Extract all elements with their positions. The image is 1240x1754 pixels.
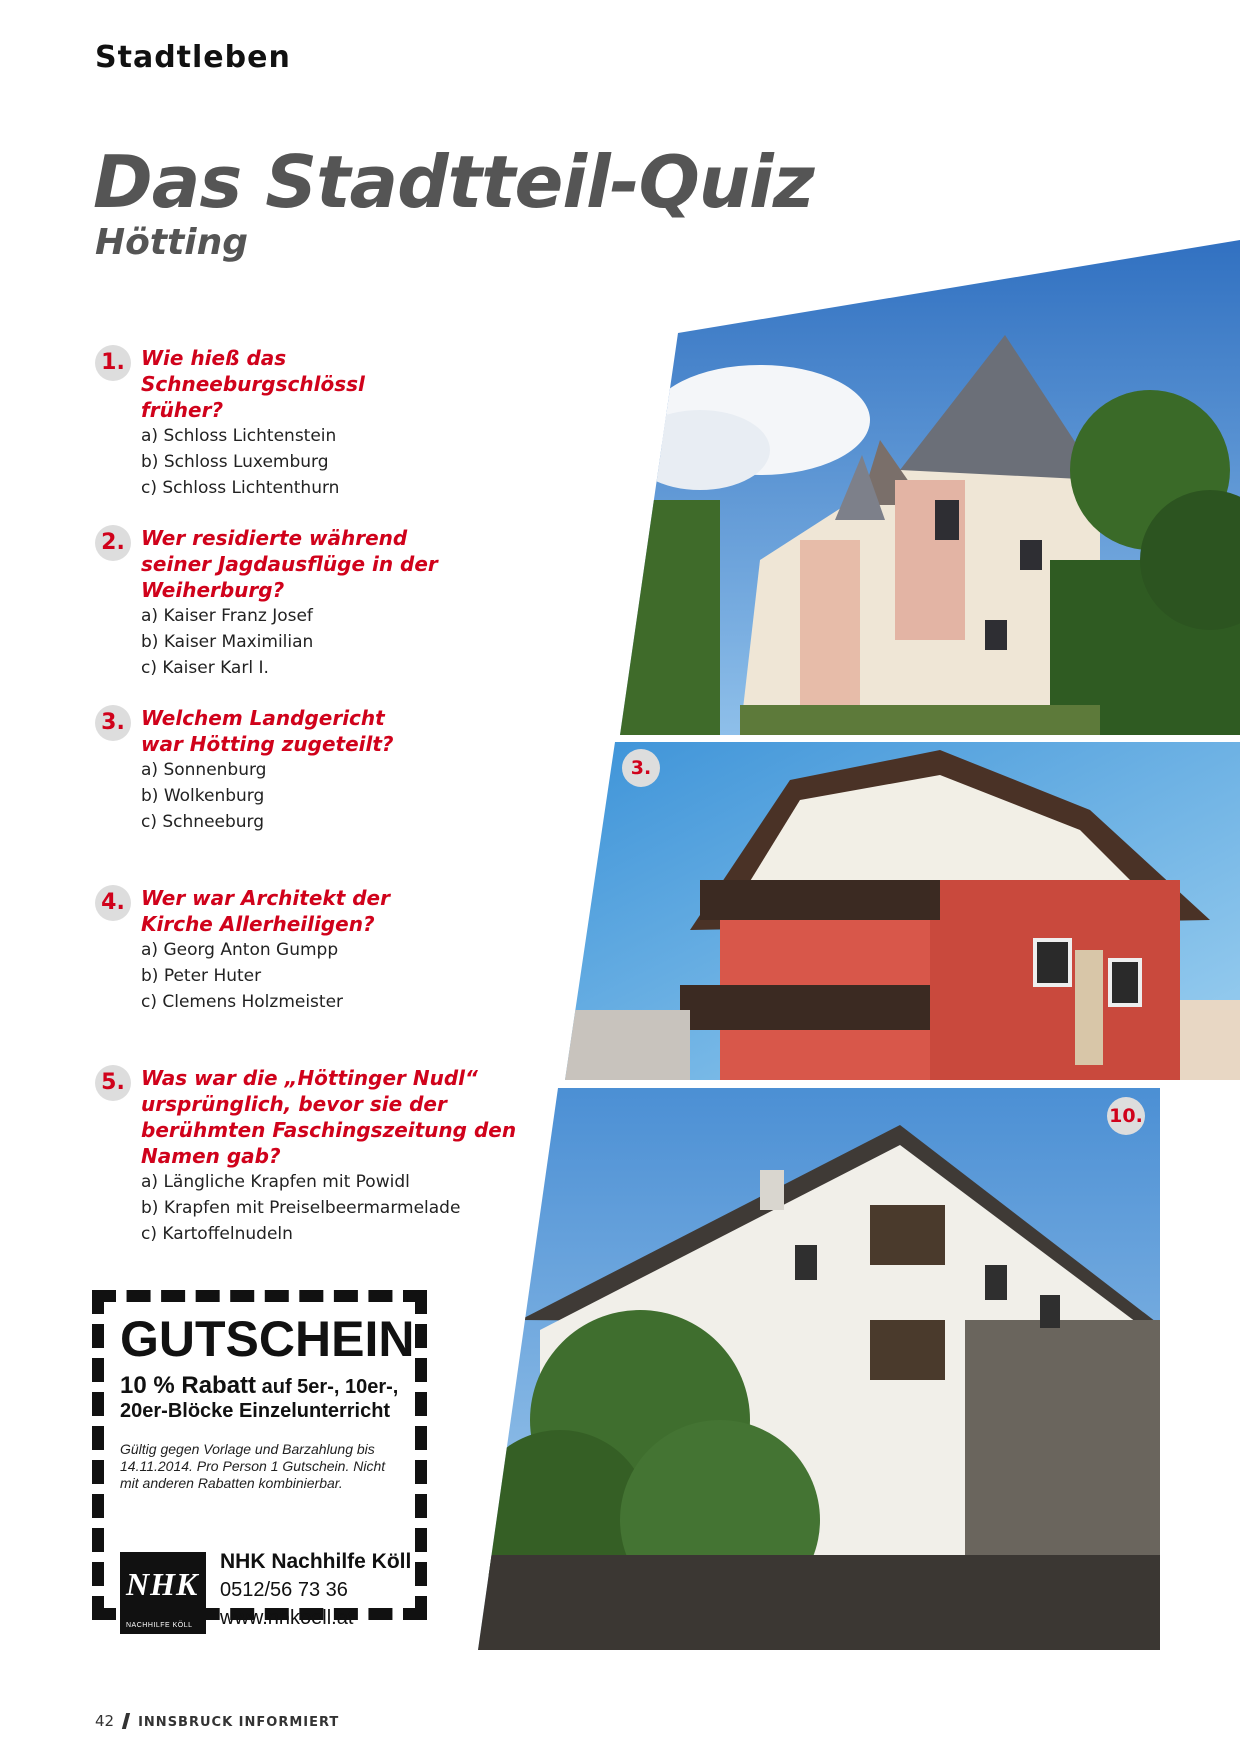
answer-option: b) Kaiser Maximilian bbox=[141, 632, 314, 652]
page-number: 42 bbox=[95, 1712, 115, 1730]
answer-option: a) Längliche Krapfen mit Powidl bbox=[141, 1172, 410, 1192]
answer-option: c) Kaiser Karl I. bbox=[141, 658, 269, 678]
sponsor-website: www.nhkoell.at bbox=[220, 1607, 354, 1629]
sponsor-name: NHK Nachhilfe Köll bbox=[220, 1550, 412, 1573]
coupon-offer-text: auf 5er-, 10er-, bbox=[256, 1376, 399, 1398]
answer-option: b) Krapfen mit Preiselbeermarmelade bbox=[141, 1198, 461, 1218]
nhk-logo bbox=[120, 1552, 206, 1634]
question-text: Welchem Landgericht war Hötting zugeteilt? bbox=[141, 706, 394, 756]
white-house-photo bbox=[470, 1085, 1178, 1655]
question-number: 3. bbox=[95, 705, 131, 741]
footer-slash-divider bbox=[122, 1713, 130, 1729]
castle-photo bbox=[600, 230, 1240, 740]
sponsor-contact bbox=[220, 1548, 420, 1632]
coupon-discount: 10 % Rabatt bbox=[120, 1372, 257, 1399]
answer-option: a) Kaiser Franz Josef bbox=[141, 606, 313, 626]
answer-option: a) Georg Anton Gumpp bbox=[141, 940, 339, 960]
coupon-offer bbox=[120, 1374, 403, 1423]
sponsor-phone: 0512/56 73 36 bbox=[220, 1579, 348, 1601]
red-house-photo bbox=[560, 742, 1240, 1082]
answer-option: c) Schneeburg bbox=[141, 812, 265, 832]
question-number: 5. bbox=[95, 1065, 131, 1101]
question-number: 2. bbox=[95, 525, 131, 561]
question-number: 1. bbox=[95, 345, 131, 381]
answer-option: b) Wolkenburg bbox=[141, 786, 265, 806]
answer-option: a) Schloss Lichtenstein bbox=[141, 426, 337, 446]
logo-subtitle: NACHHILFE KÖLL bbox=[126, 1622, 193, 1629]
page-title: Das Stadtteil-Quiz bbox=[93, 140, 814, 224]
page-subtitle: Hötting bbox=[95, 222, 249, 263]
answer-option: c) Kartoffelnudeln bbox=[141, 1224, 293, 1244]
coupon-content bbox=[120, 1311, 415, 1629]
section-label: Stadtleben bbox=[95, 40, 291, 75]
answer-option: b) Peter Huter bbox=[141, 966, 262, 986]
magazine-name: INNSBRUCK INFORMIERT bbox=[138, 1715, 340, 1730]
question-text: Wer residierte während seiner Jagdausflüge in der Weiherburg? bbox=[141, 526, 438, 602]
logo-text: NHK bbox=[126, 1566, 199, 1602]
answer-option: a) Sonnenburg bbox=[141, 760, 267, 780]
photo-number-badge: 3. bbox=[622, 749, 660, 787]
coupon-offer-line2: 20er-Blöcke Einzelunterricht bbox=[120, 1400, 391, 1422]
question-text: Wie hieß das Schneeburgschlössl früher? bbox=[141, 346, 365, 422]
answer-option: b) Schloss Luxemburg bbox=[141, 452, 329, 472]
coupon-terms: Gültig gegen Vorlage und Barzahlung bis 14.11.2014. Pro Person 1 Gutschein. Nicht mit anderen Rabatten kombinierbar. bbox=[120, 1441, 386, 1491]
question-number: 4. bbox=[95, 885, 131, 921]
answer-option: c) Clemens Holzmeister bbox=[141, 992, 344, 1012]
page-footer bbox=[95, 1712, 339, 1730]
photo-number-badge: 10. bbox=[1107, 1097, 1145, 1135]
coupon-title: GUTSCHEIN bbox=[120, 1311, 415, 1367]
answer-option: c) Schloss Lichtenthurn bbox=[141, 478, 340, 498]
coupon bbox=[92, 1290, 427, 1629]
question-text: Wer war Architekt der Kirche Allerheiligen? bbox=[141, 886, 390, 936]
question-text: Was war die „Höttinger Nudl“ ursprünglich, bevor sie der berühmten Faschingszeitung den Namen gab? bbox=[141, 1066, 517, 1168]
